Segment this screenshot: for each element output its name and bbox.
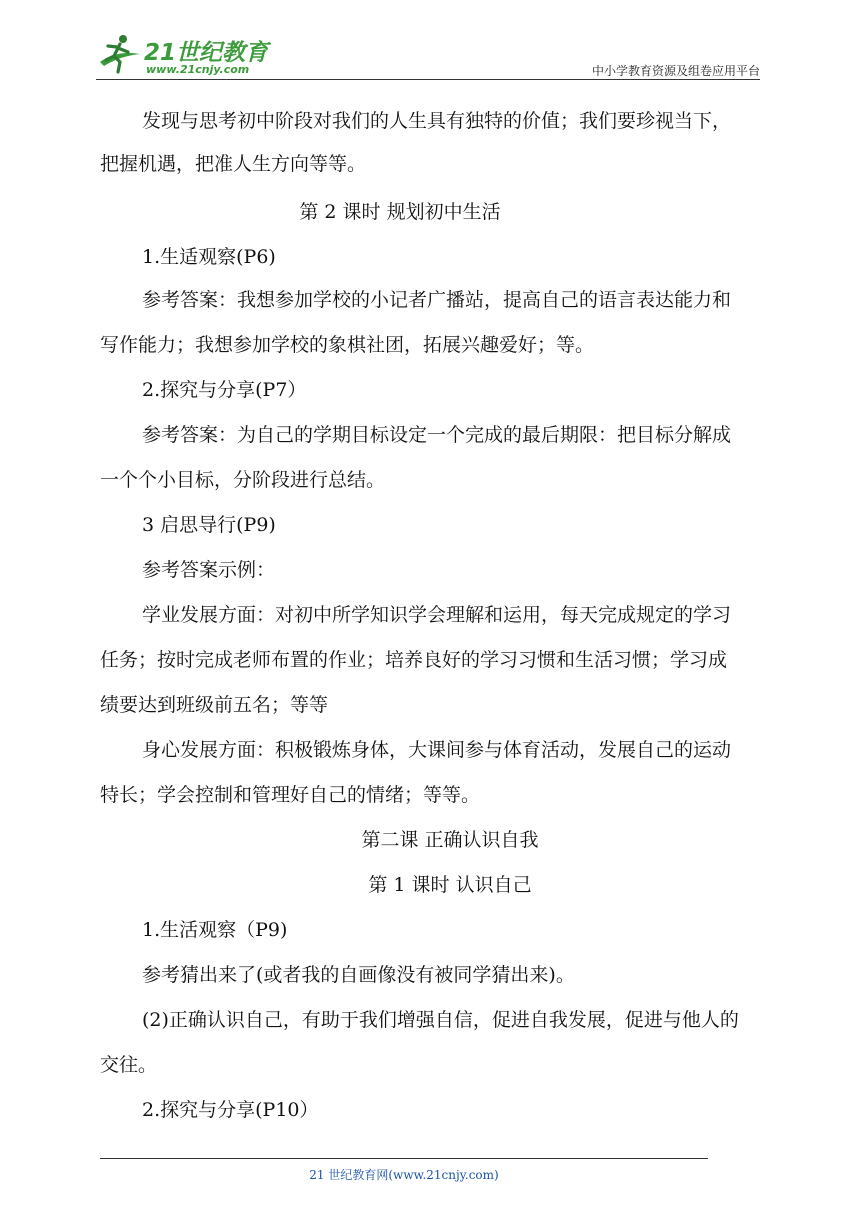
footer-divider xyxy=(100,1158,708,1159)
paragraph-line: (2)正确认识自己，有助于我们增强自信，促进自我发展，促进与他人的 xyxy=(142,1009,739,1031)
paragraph-line: 交往。 xyxy=(100,1054,158,1076)
paragraph-line: 身心发展方面：积极锻炼身体，大课间参与体育活动，发展自己的运动 xyxy=(142,739,732,761)
paragraph-line: 参考猜出来了(或者我的自画像没有被同学猜出来)。 xyxy=(142,964,575,986)
section-heading: 第 1 课时 认识自己 xyxy=(368,874,532,896)
platform-name: 中小学教育资源及组卷应用平台 xyxy=(591,64,760,78)
question-heading: 2.探究与分享(P7） xyxy=(142,379,307,401)
question-heading: 3 启思导行(P9) xyxy=(142,514,276,536)
question-heading: 1.生活观察（P9) xyxy=(142,919,288,941)
paragraph-line: 学业发展方面：对初中所学知识学会理解和运用，每天完成规定的学习 xyxy=(142,604,732,626)
paragraph-line: 绩要达到班级前五名；等等 xyxy=(100,694,329,716)
question-heading: 2.探究与分享(P10） xyxy=(142,1099,319,1121)
paragraph-line: 任务；按时完成老师布置的作业；培养良好的学习习惯和生活习惯；学习成 xyxy=(100,649,728,671)
page-header xyxy=(96,28,760,84)
paragraph-line: 写作能力；我想参加学校的象棋社团，拓展兴趣爱好；等。 xyxy=(100,334,595,356)
footer-link[interactable]: 21 世纪教育网(www.21cnjy.com) xyxy=(309,1168,499,1182)
paragraph-line: 一个个小目标，分阶段进行总结。 xyxy=(100,469,386,491)
header-divider xyxy=(96,79,760,80)
paragraph-line: 参考答案：为自己的学期目标设定一个完成的最后期限：把目标分解成 xyxy=(142,424,732,446)
paragraph-line: 发现与思考初中阶段对我们的人生具有独特的价值；我们要珍视当下， xyxy=(142,110,732,132)
site-logo[interactable] xyxy=(96,32,269,80)
runner-icon xyxy=(96,32,142,78)
paragraph-line: 参考答案：我想参加学校的小记者广播站，提高自己的语言表达能力和 xyxy=(142,289,732,311)
paragraph-line: 特长；学会控制和管理好自己的情绪；等等。 xyxy=(100,784,481,806)
paragraph-line: 参考答案示例： xyxy=(142,559,276,581)
logo-text: 21世纪教育 xyxy=(144,40,269,66)
section-heading: 第 2 课时 规划初中生活 xyxy=(299,201,501,223)
paragraph-line: 把握机遇，把准人生方向等等。 xyxy=(100,153,367,175)
question-heading: 1.生适观察(P6) xyxy=(142,246,276,268)
logo-url: www.21cnjy.com xyxy=(146,63,250,76)
lesson-heading: 第二课 正确认识自我 xyxy=(361,829,539,851)
